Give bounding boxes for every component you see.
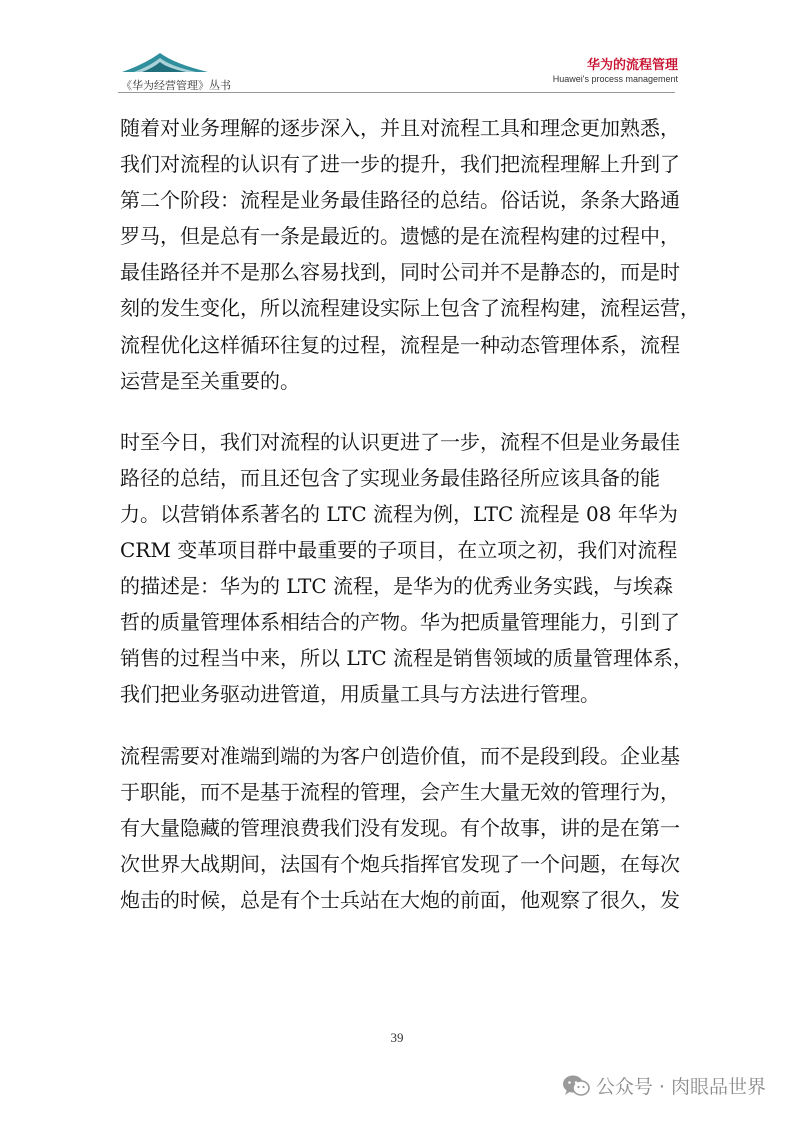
brand-subtitle: Huawei's process management: [552, 74, 678, 84]
text-line: 刻的发生变化，所以流程建设实际上包含了流程构建，流程运营，: [120, 296, 700, 321]
logo-icon: [120, 50, 210, 74]
text-line: 力。以营销体系著名的 LTC 流程为例，LTC 流程是 08 年华为: [120, 501, 678, 526]
header-rule: [118, 92, 675, 93]
text-line: 的描述是：华为的 LTC 流程，是华为的优秀业务实践，与埃森: [120, 574, 674, 599]
text-line: 流程优化这样循环往复的过程，流程是一种动态管理体系，流程: [120, 332, 680, 357]
text-line: 第二个阶段：流程是业务最佳路径的总结。俗话说，条条大路通: [120, 188, 680, 213]
text-line: 有大量隐藏的管理浪费我们没有发现。有个故事，讲的是在第一: [120, 815, 680, 840]
paragraph-1: [120, 110, 700, 399]
brand-title: 华为的流程管理: [586, 58, 678, 73]
series-title: 《华为经营管理》丛书: [121, 79, 231, 92]
text-line: 随着对业务理解的逐步深入，并且对流程工具和理念更加熟悉，: [120, 116, 680, 140]
text-line: 罗马，但是总有一条是最近的。遗憾的是在流程构建的过程中，: [120, 224, 680, 249]
text-line: 我们把业务驱动进管道，用质量工具与方法进行管理。: [120, 682, 600, 707]
watermark: [562, 1072, 766, 1099]
body-text: [120, 110, 700, 943]
text-line: 炮击的时候，总是有个士兵站在大炮的前面，他观察了很久，发: [120, 887, 680, 912]
page-number: 39: [390, 1030, 404, 1045]
watermark-text: 公众号 · 肉眼品世界: [595, 1076, 766, 1098]
paragraph-2: [120, 424, 694, 713]
wechat-icon: [562, 1074, 590, 1098]
text-line: 时至今日，我们对流程的认识更进了一步，流程不但是业务最佳: [120, 429, 680, 454]
text-line: 次世界大战期间，法国有个炮兵指挥官发现了一个问题，在每次: [120, 851, 680, 876]
paragraph-3: [120, 738, 680, 918]
text-line: 最佳路径并不是那么容易找到，同时公司并不是静态的，而是时: [120, 260, 680, 285]
text-line: 路径的总结，而且还包含了实现业务最佳路径所应该具备的能: [120, 465, 660, 490]
text-line: 于职能，而不是基于流程的管理，会产生大量无效的管理行为，: [120, 779, 680, 804]
text-line: 流程需要对准端到端的为客户创造价值，而不是段到段。企业基: [120, 743, 680, 768]
text-line: 我们对流程的认识有了进一步的提升，我们把流程理解上升到了: [120, 152, 680, 177]
text-line: 运营是至关重要的。: [120, 368, 300, 393]
text-line: 哲的质量管理体系相结合的产物。华为把质量管理能力，引到了: [120, 610, 680, 635]
text-line: CRM 变革项目群中最重要的子项目，在立项之初，我们对流程: [120, 538, 678, 563]
text-line: 销售的过程当中来，所以 LTC 流程是销售领域的质量管理体系，: [120, 646, 694, 671]
brand-block: [553, 58, 678, 85]
